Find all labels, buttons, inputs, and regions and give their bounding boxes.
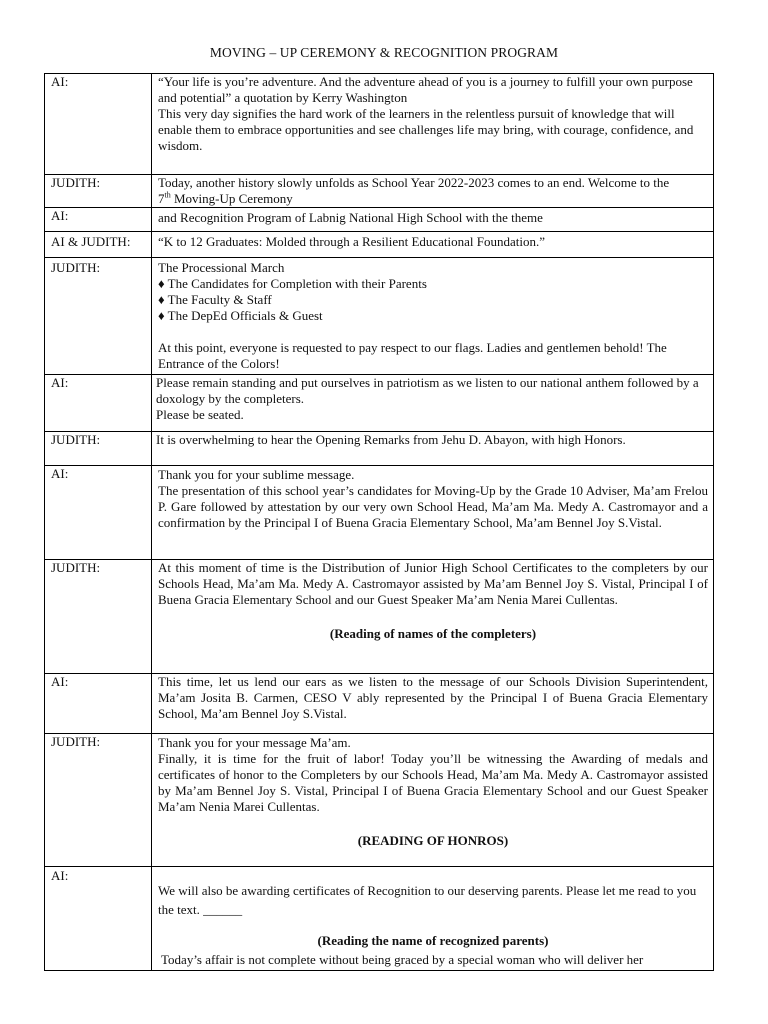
dialogue-line: The presentation of this school year’s candidates for Moving-Up by the Grade 10 Adviser, Ma’am Frelou P. Gare followed by attestation by our very own School Head, Ma’am Ma. Medy A. Castromayor and a confirmation by the Principal I of Buena Gracia Elementary School, Ma’am Bennel Joy S.Vistal. [158,483,708,530]
speaker-cell: AI: [45,867,152,971]
dialogue-line: “K to 12 Graduates: Molded through a Resilient Educational Foundation.” [158,234,546,249]
dialogue-cell [152,74,714,175]
dialogue-line: This time, let us lend our ears as we listen to the message of our Schools Division Superintendent, Ma’am Josita B. Carmen, CESO V ably represented by the Principal I of Buena Gracia Elementary School, Ma’am Bennel Joy S.Vistal. [158,674,708,721]
section-heading: (Reading of names of the completers) [329,626,537,641]
dialogue-line: It is overwhelming to hear the Opening Remarks from Jehu D. Abayon, with high Honors. [156,432,626,447]
dialogue-line: Finally, it is time for the fruit of labor! Today you’ll be witnessing the Awarding of medals and certificates of honor to the Completers by our Schools Head, Ma’am Ma. Medy A. Castromayor assisted by Ma’am Bennel Joy S. Vistal, Principal I of Buena Gracia Elementary School and our Guest Speaker Ma’am Nenia Marei Cullentas. [158,751,708,814]
dialogue-line: Thank you for your message Ma’am. [158,735,351,750]
dialogue-line: Today’s affair is not complete without being graced by a special woman who will deliver her [158,952,644,967]
dialogue-cell [152,175,714,208]
dialogue-cell [152,208,714,232]
dialogue-cell [152,432,714,466]
dialogue-cell [152,466,714,560]
program-script-table [44,73,714,971]
speaker-cell: AI & JUDITH: [45,232,152,258]
dialogue-cell [152,734,714,867]
script-row [45,74,714,175]
dialogue-line: We will also be awarding certificates of Recognition to our deserving parents. Please let me read to you the text. ______ [158,883,697,917]
speaker-cell: JUDITH: [45,734,152,867]
list-item: ♦ The DepEd Officials & Guest [158,308,323,323]
list-item: ♦ The Faculty & Staff [158,292,272,307]
section-heading: (READING OF HONROS) [357,833,509,848]
speaker-cell: JUDITH: [45,258,152,375]
script-row [45,175,714,208]
ordinal-number: 7 [158,191,165,206]
script-row [45,867,714,971]
speaker-cell: AI: [45,674,152,734]
dialogue-line: At this moment of time is the Distribution of Junior High School Certificates to the completers by our Schools Head, Ma’am Ma. Medy A. Castromayor assisted by Ma’am Bennel Joy S. Vistal, Principal I of Buena Gracia Elementary School and our Guest Speaker Ma’am Nenia Marei Cullentas. [158,560,708,607]
speaker-cell: AI: [45,208,152,232]
dialogue-cell [152,674,714,734]
dialogue-line: At this point, everyone is requested to pay respect to our flags. Ladies and gentlemen behold! The Entrance of the Colors! [158,340,667,371]
dialogue-line: This very day signifies the hard work of the learners in the relentless pursuit of knowledge that will enable them to embrace opportunities and see challenges life may bring, with courage, confidence, and wisdom. [158,106,694,153]
script-row [45,466,714,560]
list-item: ♦ The Candidates for Completion with their Parents [158,276,427,291]
dialogue-line: Thank you for your sublime message. [158,467,355,482]
script-row [45,432,714,466]
speaker-cell: AI: [45,375,152,432]
script-row [45,208,714,232]
speaker-cell: JUDITH: [45,175,152,208]
section-heading: (Reading the name of recognized parents) [317,933,549,948]
script-row [45,375,714,432]
dialogue-line: Please be seated. [156,407,244,422]
script-row [45,232,714,258]
dialogue-cell [152,867,714,971]
dialogue-line: Today, another history slowly unfolds as School Year 2022-2023 comes to an end. Welcome to the [158,175,670,190]
script-row [45,258,714,375]
script-row [45,560,714,674]
dialogue-cell [152,258,714,375]
dialogue-line: The Processional March [158,260,285,275]
script-row [45,674,714,734]
speaker-cell: AI: [45,74,152,175]
dialogue-line: “Your life is you’re adventure. And the adventure ahead of you is a journey to fulfill your own purpose and potential” a quotation by Kerry Washington [158,74,693,105]
speaker-cell: AI: [45,466,152,560]
ordinal-suffix: th [164,190,171,200]
dialogue-line: Moving-Up Ceremony [170,191,293,206]
dialogue-cell [152,232,714,258]
script-row [45,734,714,867]
speaker-cell: JUDITH: [45,560,152,674]
dialogue-line: and Recognition Program of Labnig National High School with the theme [158,210,543,225]
document-title: MOVING – UP CEREMONY & RECOGNITION PROGRAM [209,45,559,60]
dialogue-line: Please remain standing and put ourselves in patriotism as we listen to our national anthem followed by a doxology by the completers. [156,375,699,406]
dialogue-cell [152,375,714,432]
speaker-cell: JUDITH: [45,432,152,466]
dialogue-cell [152,560,714,674]
